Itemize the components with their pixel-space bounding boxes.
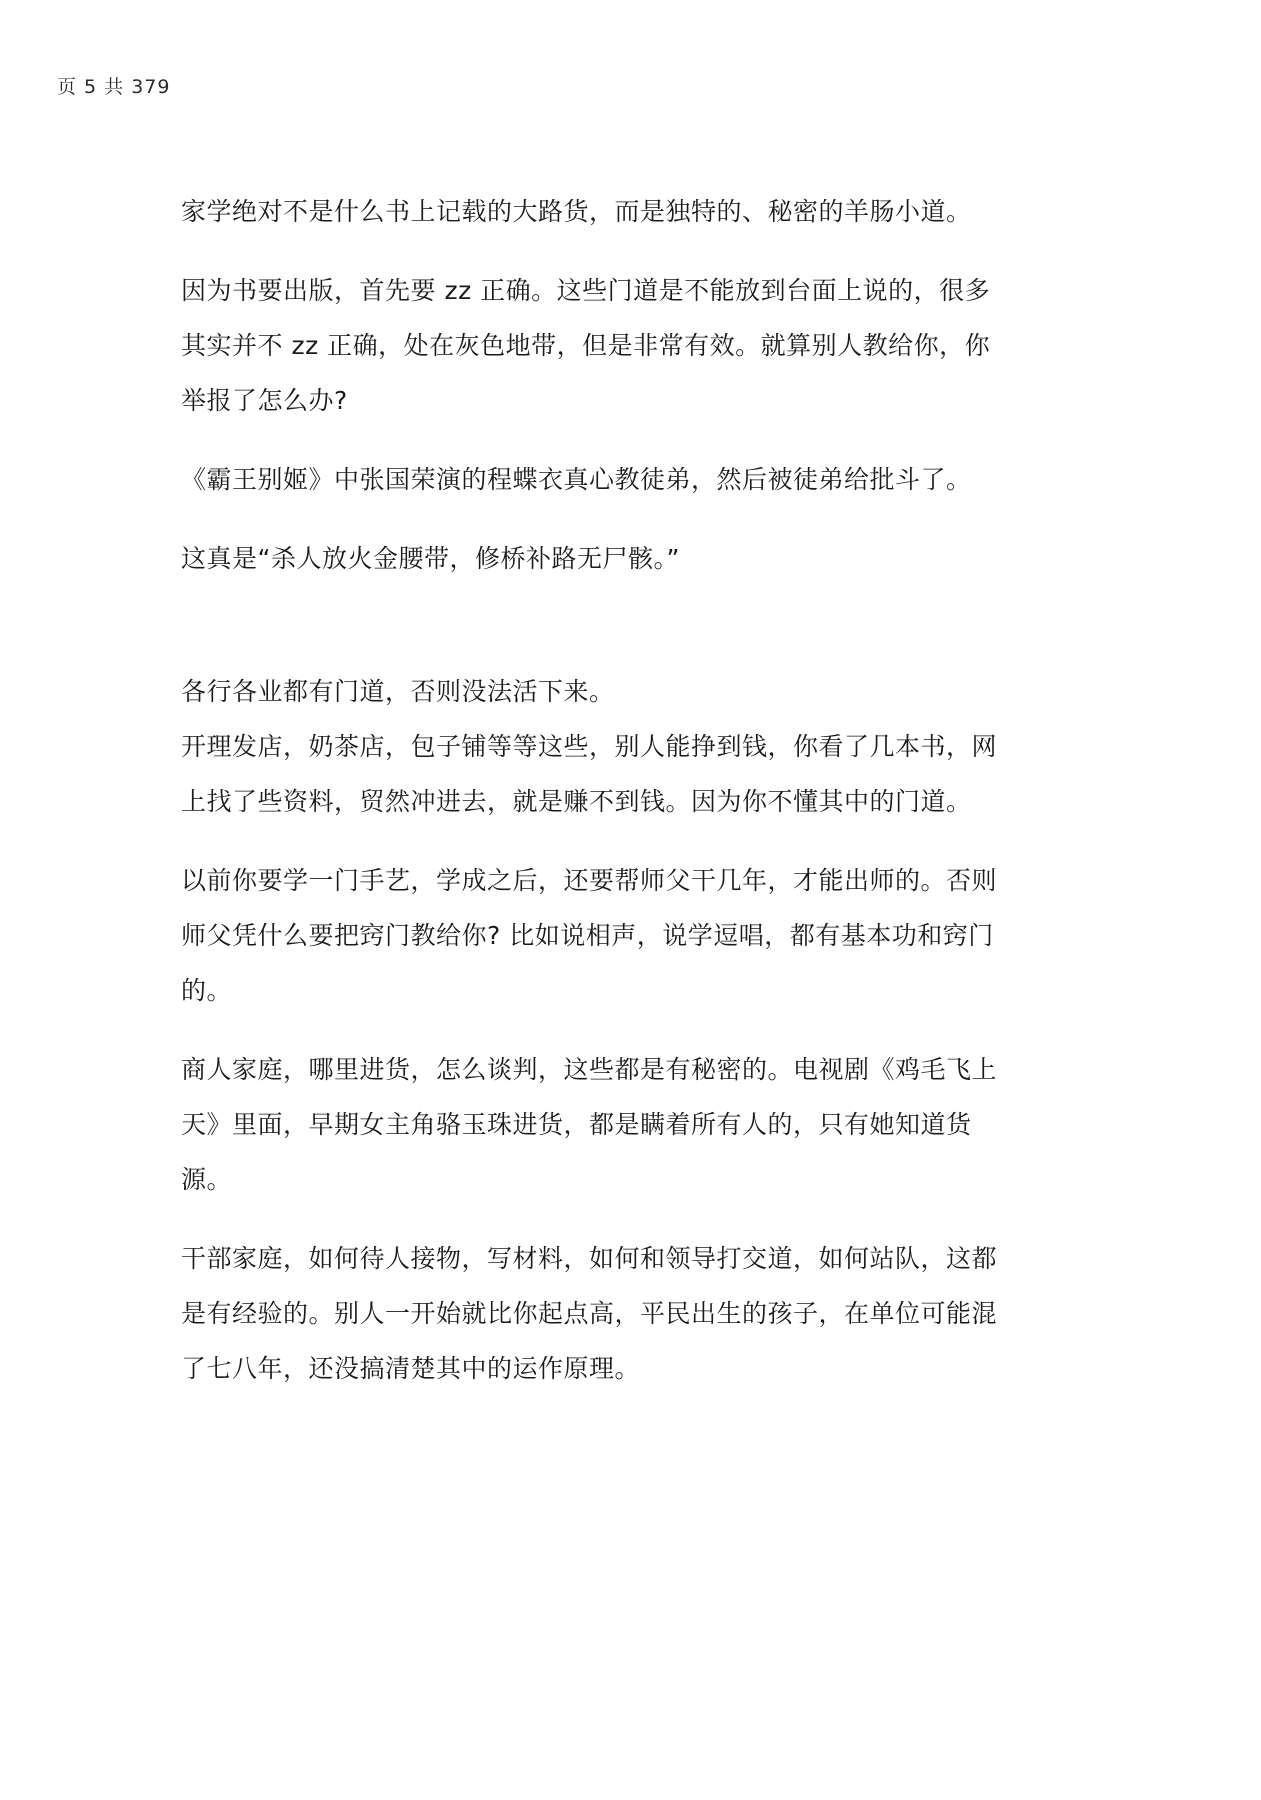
paragraph-gap	[181, 1207, 1021, 1231]
text-line: 商人家庭，哪里进货，怎么谈判，这些都是有秘密的。电视剧《鸡毛飞上	[181, 1055, 998, 1084]
paragraph-gap	[181, 1018, 1021, 1042]
paragraph-8	[181, 1042, 1021, 1207]
text-line: 《霸王别姬》中张国荣演的程蝶衣真心教徒弟，然后被徒弟给批斗了。	[181, 465, 972, 494]
paragraph-1	[181, 184, 1021, 239]
text-line: 举报了怎么办?	[181, 386, 348, 415]
paragraph-4	[181, 531, 1021, 586]
text-line: 干部家庭，如何待人接物，写材料，如何和领导打交道，如何站队，这都	[181, 1244, 998, 1273]
text-line: 各行各业都有门道，否则没法活下来。	[181, 677, 615, 706]
text-line: 师父凭什么要把窍门教给你? 比如说相声，说学逗唱，都有基本功和窍门	[181, 921, 994, 950]
page-indicator: 页 5 共 379	[57, 76, 171, 98]
text-line: 以前你要学一门手艺，学成之后，还要帮师父干几年，才能出师的。否则	[181, 866, 998, 895]
text-line: 是有经验的。别人一开始就比你起点高，平民出生的孩子，在单位可能混	[181, 1299, 998, 1328]
section-gap	[181, 586, 1021, 664]
paragraph-2	[181, 263, 1021, 428]
text-line: 天》里面，早期女主角骆玉珠进货，都是瞒着所有人的，只有她知道货源。	[181, 1110, 972, 1194]
paragraph-gap	[181, 829, 1021, 853]
paragraph-7	[181, 853, 1021, 1018]
paragraph-gap	[181, 239, 1021, 263]
text-line: 开理发店，奶茶店，包子铺等等这些，别人能挣到钱，你看了几本书，网	[181, 732, 998, 761]
text-line: 家学绝对不是什么书上记载的大路货，而是独特的、秘密的羊肠小道。	[181, 197, 972, 226]
paragraph-6	[181, 719, 1021, 829]
paragraph-9	[181, 1231, 1021, 1396]
text-line: 了七八年，还没搞清楚其中的运作原理。	[181, 1354, 641, 1383]
paragraph-5	[181, 664, 1021, 719]
paragraph-gap	[181, 428, 1021, 452]
text-line: 上找了些资料，贸然冲进去，就是赚不到钱。因为你不懂其中的门道。	[181, 787, 972, 816]
paragraph-gap	[181, 507, 1021, 531]
document-body	[181, 184, 1021, 1396]
text-line: 的。	[181, 976, 233, 1005]
text-line: 这真是“杀人放火金腰带，修桥补路无尸骸。”	[181, 544, 680, 573]
text-line: 其实并不 zz 正确，处在灰色地带，但是非常有效。就算别人教给你，你	[181, 331, 991, 360]
paragraph-3	[181, 452, 1021, 507]
text-line: 因为书要出版，首先要 zz 正确。这些门道是不能放到台面上说的，很多	[181, 276, 991, 305]
